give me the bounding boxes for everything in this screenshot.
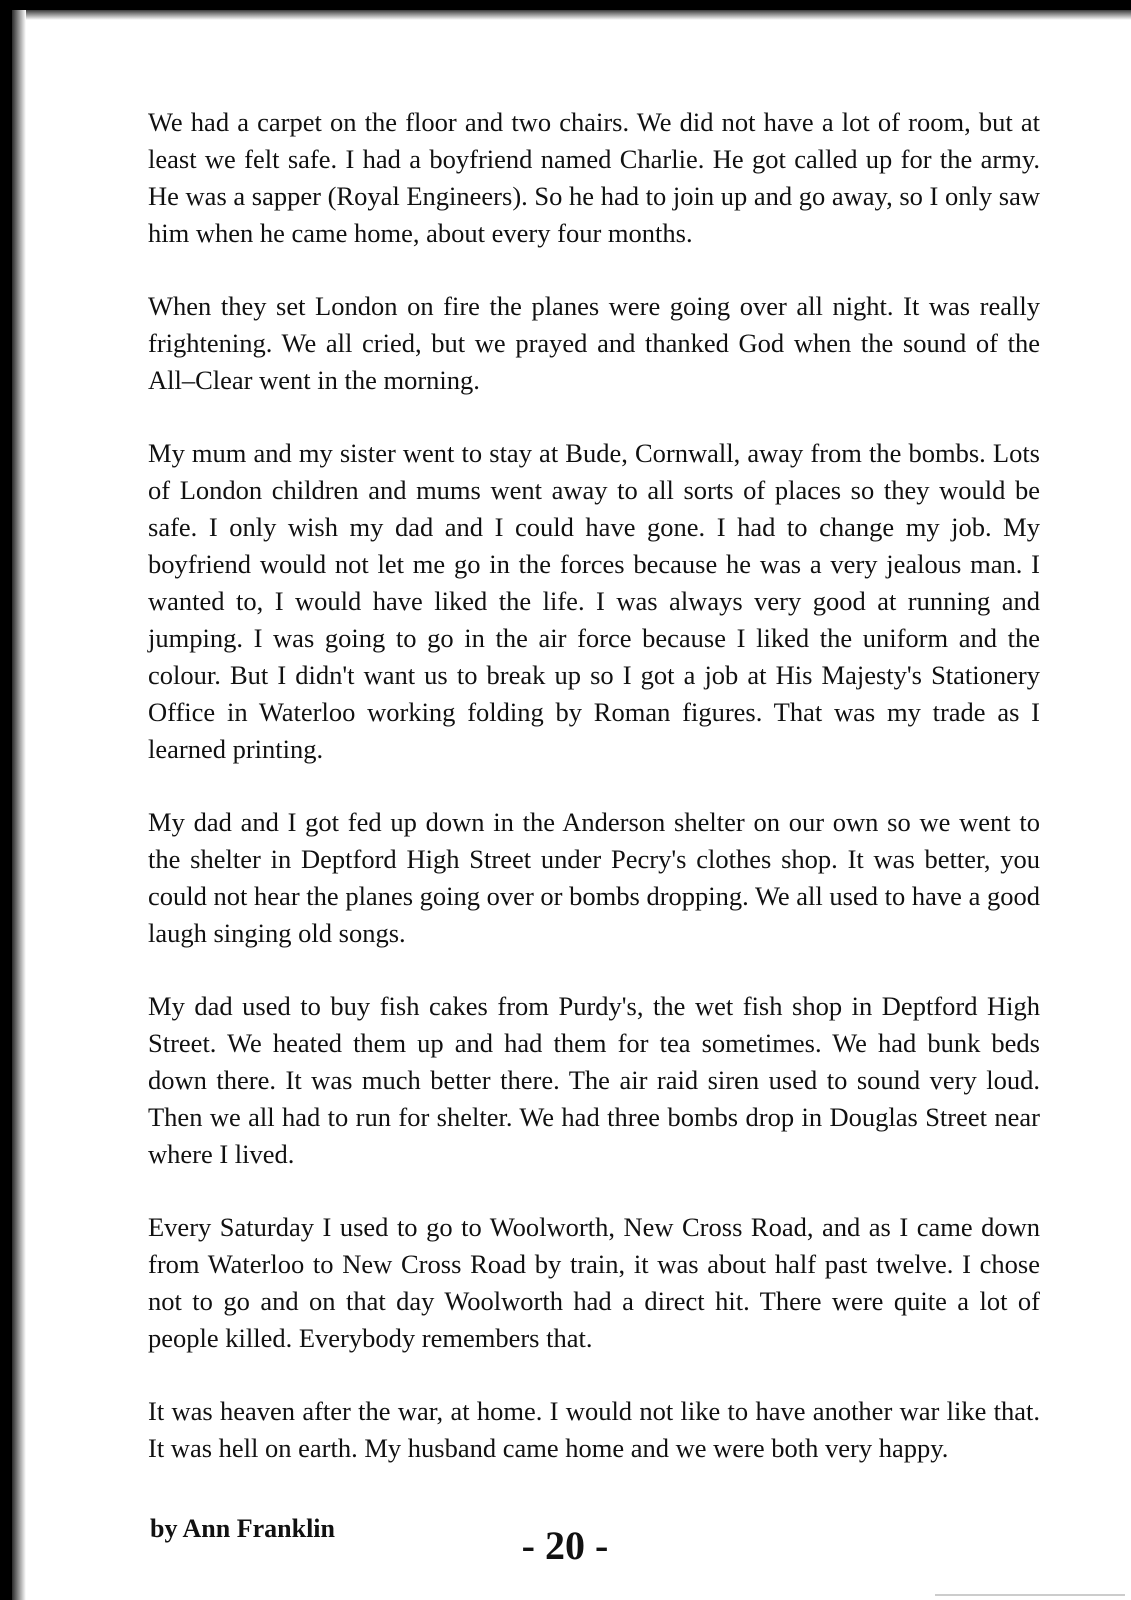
paragraph-4: My dad and I got fed up down in the Anderson shelter on our own so we went to the shelter in Deptford High Street under Pecry's clothes shop. It was better, you could not hear the planes going over or bombs dropping. We all used to have a good laugh singing old songs. <box>148 807 1040 948</box>
paragraph-5: My dad used to buy fish cakes from Purdy's, the wet fish shop in Deptford High Street. We heated them up and had them for tea sometimes. We had bunk beds down there. It was much better there. The air raid siren used to sound very loud. Then we all had to run for shelter. We had three bombs drop in Douglas Street near where I lived. <box>148 991 1040 1169</box>
scan-left-border <box>0 0 12 1600</box>
scan-left-shadow <box>12 10 26 1600</box>
paragraph-2: When they set London on fire the planes were going over all night. It was really frightening. We all cried, but we prayed and thanked God when the sound of the All–Clear went in the morning. <box>148 291 1040 395</box>
scan-bottom-mark <box>935 1594 1125 1596</box>
page-body <box>148 104 1040 1467</box>
page-number: - 20 - <box>521 1523 609 1568</box>
paragraph-1: We had a carpet on the floor and two chairs. We did not have a lot of room, but at least we felt safe. I had a boyfriend named Charlie. He got called up for the army. He was a sapper (Royal Engineers). So he had to join up and go away, so I only saw him when he came home, about every four months. <box>148 107 1040 248</box>
scan-top-border <box>0 0 1131 10</box>
paragraph-3: My mum and my sister went to stay at Bude, Cornwall, away from the bombs. Lots of London children and mums went away to all sorts of places so they would be safe. I only wish my dad and I could have gone. I had to change my job. My boyfriend would not let me go in the forces because he was a very jealous man. I wanted to, I would have liked the life. I was always very good at running and jumping. I was going to go in the air force because I liked the uniform and the colour. But I didn't want us to break up so I got a job at His Majesty's Stationery Office in Waterloo working folding by Roman figures. That was my trade as I learned printing. <box>148 438 1040 764</box>
paragraph-7: It was heaven after the war, at home. I would not like to have another war like that. It was hell on earth. My husband came home and we were both very happy. <box>148 1396 1040 1463</box>
paragraph-6: Every Saturday I used to go to Woolworth, New Cross Road, and as I came down from Waterloo to New Cross Road by train, it was about half past twelve. I chose not to go and on that day Woolworth had a direct hit. There were quite a lot of people killed. Everybody remembers that. <box>148 1212 1040 1353</box>
author-byline: by Ann Franklin <box>150 1514 335 1543</box>
scan-top-shadow <box>12 10 1131 20</box>
